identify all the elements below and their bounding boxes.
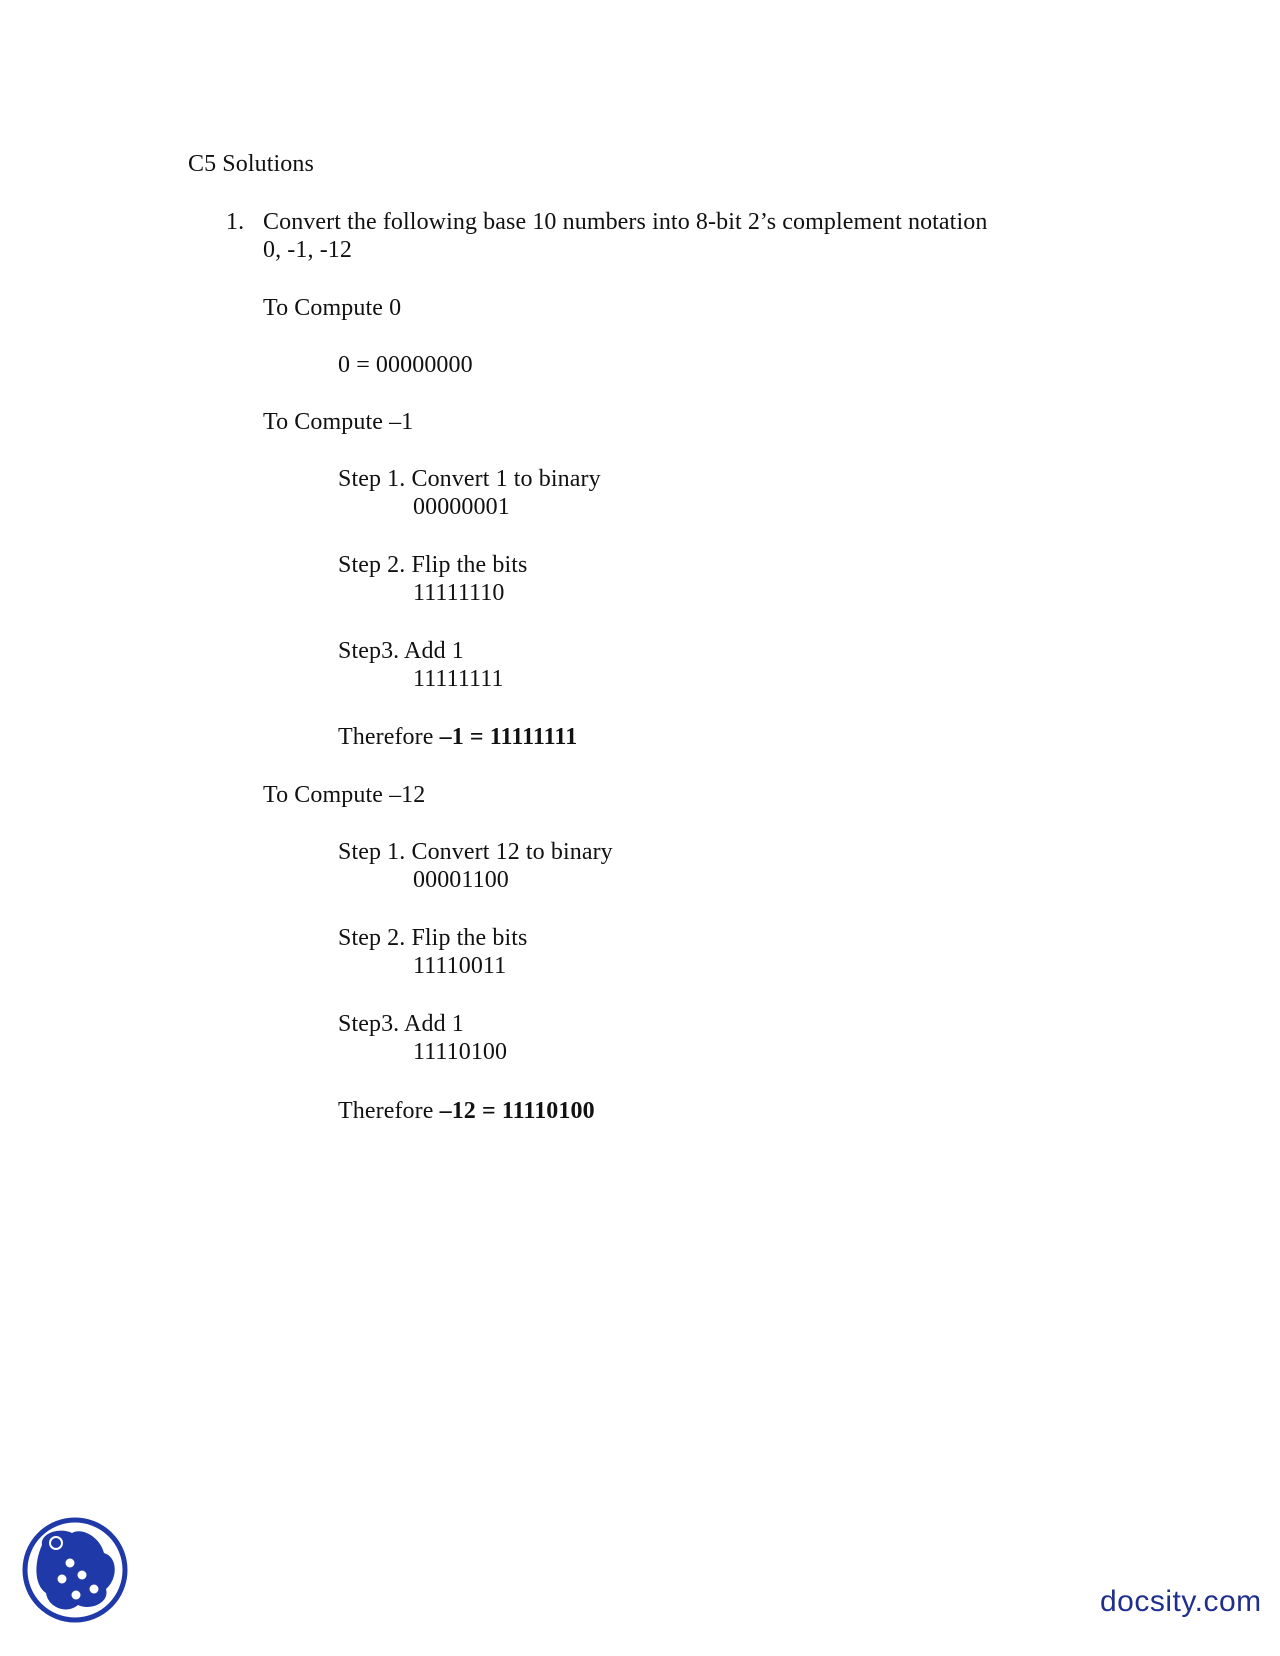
- neg1-step2-value: 11111110: [413, 580, 505, 606]
- neg1-step3-value: 11111111: [413, 666, 504, 692]
- therefore-label: Therefore: [338, 1098, 440, 1124]
- compute-neg1-heading: To Compute –1: [263, 409, 414, 435]
- neg1-step2-label: Step 2. Flip the bits: [338, 552, 528, 578]
- neg12-step3-value: 11110100: [413, 1039, 508, 1065]
- neg12-conclusion: [338, 1097, 595, 1125]
- neg12-step2-label: Step 2. Flip the bits: [338, 925, 528, 951]
- compute-zero-heading: To Compute 0: [263, 295, 402, 321]
- question-prompt: Convert the following base 10 numbers into 8-bit 2’s complement notation: [263, 209, 988, 235]
- docsity-logo-icon[interactable]: [20, 1515, 130, 1625]
- neg12-step1-value: 00001100: [413, 867, 509, 893]
- neg1-step3-label: Step3. Add 1: [338, 638, 464, 664]
- compute-neg12-heading: To Compute –12: [263, 782, 426, 808]
- docsity-brand-link[interactable]: docsity.com: [1100, 1585, 1262, 1618]
- neg1-step1-value: 00000001: [413, 494, 510, 520]
- compute-zero-result: 0 = 00000000: [338, 352, 473, 378]
- therefore-label: Therefore: [338, 724, 440, 750]
- question-number: 1.: [226, 209, 245, 235]
- question-values: 0, -1, -12: [263, 237, 352, 263]
- neg1-answer: –1 = 11111111: [439, 724, 578, 750]
- neg12-step1-label: Step 1. Convert 12 to binary: [338, 839, 613, 865]
- neg1-step1-label: Step 1. Convert 1 to binary: [338, 466, 601, 492]
- neg12-answer: –12 = 11110100: [439, 1098, 595, 1124]
- neg12-step3-label: Step3. Add 1: [338, 1011, 464, 1037]
- neg1-conclusion: [338, 723, 577, 751]
- neg12-step2-value: 11110011: [413, 953, 507, 979]
- page-title: C5 Solutions: [188, 151, 314, 177]
